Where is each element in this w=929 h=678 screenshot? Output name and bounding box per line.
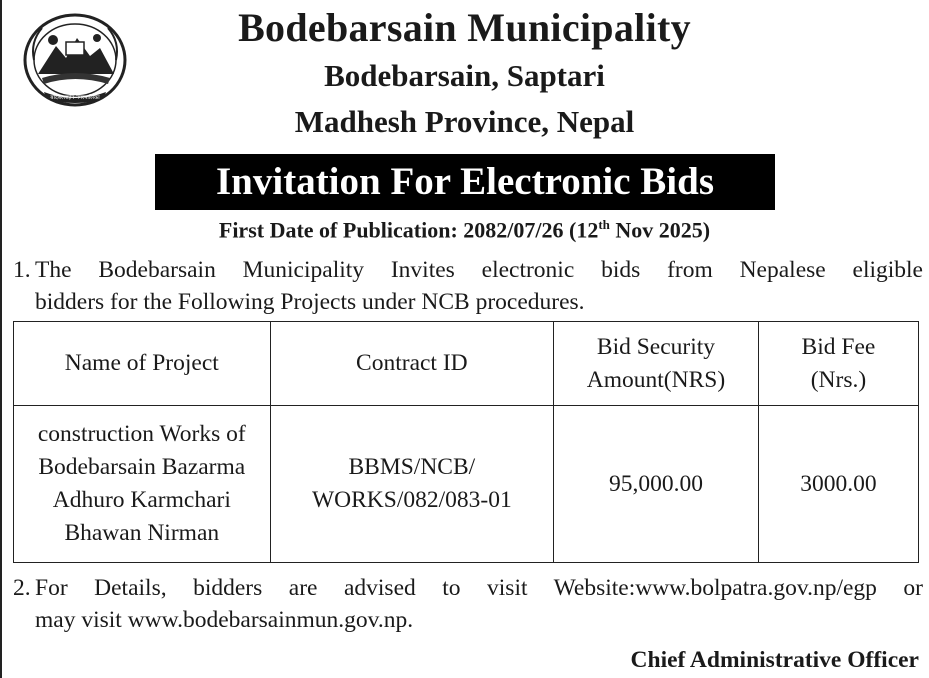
- header-bid-security-line2: Amount(NRS): [586, 366, 726, 393]
- left-border: [0, 0, 2, 678]
- municipality-location: Bodebarsain, Saptari: [324, 58, 605, 93]
- signoff-officer: Chief Administrative Officer: [630, 647, 919, 673]
- emblem-ribbon-text: बोदेबरसाईन नगरपालिका: [50, 95, 100, 101]
- publication-date-label: First Date of Publication: 2082/07/26 (12: [218, 217, 599, 243]
- paragraph-invitation: [13, 254, 923, 318]
- paragraph-line: bidders for the Following Projects under NCB procedures.: [35, 289, 585, 315]
- cell-project-name: [14, 406, 271, 563]
- paragraph-line: may visit www.bodebarsainmun.gov.np.: [35, 607, 414, 633]
- contract-id-line: BBMS/NCB/: [348, 454, 476, 480]
- table-row: [14, 406, 919, 563]
- header-bid-fee-line1: Bid Fee: [801, 333, 876, 360]
- paragraph-number: 1.: [13, 257, 31, 283]
- publication-date-rest: Nov 2025): [609, 217, 711, 243]
- header-bid-security-line1: Bid Security: [596, 333, 716, 360]
- publication-date: [0, 217, 929, 243]
- table-header-row: [14, 322, 919, 406]
- cell-contract-id: [270, 406, 554, 563]
- paragraph-details: [13, 572, 923, 636]
- projects-table: [13, 321, 919, 563]
- project-name-line: Bodebarsain Bazarma: [38, 454, 246, 480]
- header-project: Name of Project: [14, 322, 271, 406]
- project-name-line: construction Works of: [37, 421, 246, 447]
- cell-bid-fee: 3000.00: [758, 406, 918, 563]
- municipality-title: Bodebarsain Municipality: [238, 5, 691, 50]
- project-name-line: Bhawan Nirman: [64, 520, 220, 546]
- contract-id-line: WORKS/082/083-01: [311, 487, 512, 513]
- cell-bid-security: 95,000.00: [554, 406, 759, 563]
- header-bid-fee-line2: (Nrs.): [810, 366, 867, 393]
- municipality-province: Madhesh Province, Nepal: [294, 104, 635, 139]
- project-name-line: Adhuro Karmchari: [52, 487, 231, 513]
- header-bid-security: [554, 322, 759, 406]
- header-contract-id: Contract ID: [270, 322, 554, 406]
- paragraph-line: For Details, bidders are advised to visit Website:www.bolpatra.gov.np/egp or: [35, 575, 923, 601]
- publication-date-sup: th: [598, 217, 610, 232]
- notice-banner: Invitation For Electronic Bids: [155, 154, 775, 210]
- header-bid-fee: [758, 322, 918, 406]
- paragraph-number: 2.: [13, 575, 31, 601]
- paragraph-line: The Bodebarsain Municipality Invites electronic bids from Nepalese eligible: [35, 257, 923, 283]
